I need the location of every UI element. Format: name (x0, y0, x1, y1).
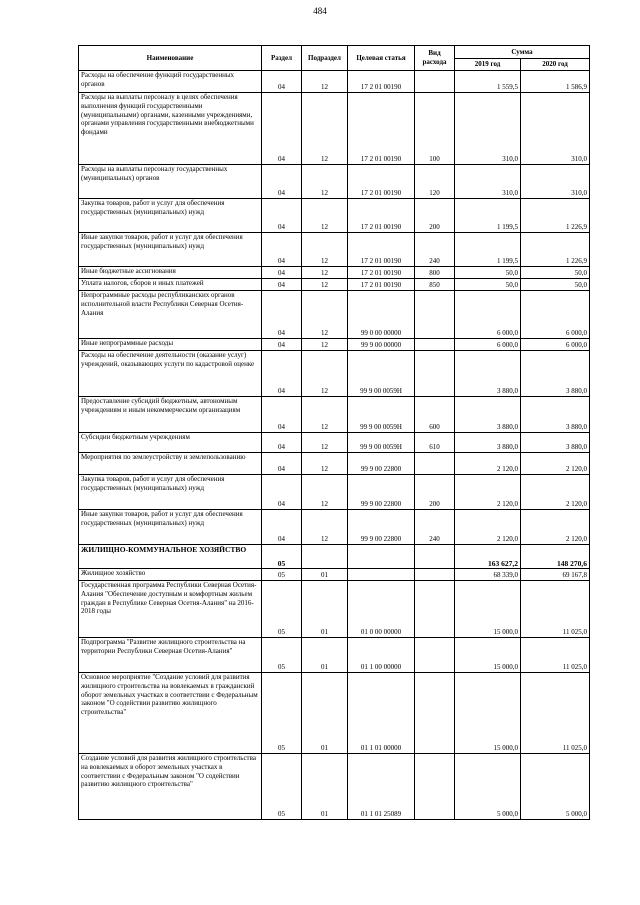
row-article-cell: 99 9 00 22800 (348, 475, 415, 510)
row-article-cell: 17 2 01 00190 (348, 233, 415, 267)
row-expense-cell (415, 638, 455, 673)
row-razdel-cell: 05 (262, 754, 302, 820)
row-podrazdel-cell: 12 (302, 339, 348, 351)
budget-table (78, 45, 590, 820)
row-name-cell: ЖИЛИЩНО-КОММУНАЛЬНОЕ ХОЗЯЙСТВО (79, 545, 262, 569)
row-expense-cell: 200 (415, 475, 455, 510)
row-podrazdel-cell: 01 (302, 569, 348, 581)
row-2020-cell: 2 120,0 (521, 453, 590, 475)
row-podrazdel-cell: 12 (302, 453, 348, 475)
row-article-cell: 99 9 00 0059Н (348, 397, 415, 433)
row-podrazdel-cell: 01 (302, 673, 348, 754)
row-expense-cell (415, 569, 455, 581)
row-name-cell: Иные бюджетные ассигнования (79, 267, 262, 279)
row-razdel-cell: 04 (262, 267, 302, 279)
row-razdel-cell: 04 (262, 279, 302, 291)
row-article-cell (348, 569, 415, 581)
row-expense-cell (415, 545, 455, 569)
row-article-cell: 99 9 00 0059Н (348, 433, 415, 453)
row-2020-cell: 69 167,8 (521, 569, 590, 581)
table-row (79, 397, 590, 433)
row-razdel-cell: 05 (262, 581, 302, 638)
row-2019-cell: 3 880,0 (455, 351, 521, 397)
row-razdel-cell: 04 (262, 351, 302, 397)
page-number: 484 (313, 6, 327, 16)
table-row (79, 569, 590, 581)
row-name-cell: Расходы на выплаты персоналу государственных (муниципальных) органов (79, 165, 262, 199)
row-podrazdel-cell (302, 545, 348, 569)
row-2020-cell: 5 000,0 (521, 754, 590, 820)
table-row (79, 433, 590, 453)
row-podrazdel-cell: 12 (302, 351, 348, 397)
row-name-cell: Расходы на обеспечение функций государственных органов (79, 71, 262, 93)
row-2019-cell: 163 627,2 (455, 545, 521, 569)
row-2019-cell: 50,0 (455, 267, 521, 279)
header-expense-type: Вид расхода (415, 46, 455, 71)
header-razdel: Раздел (262, 46, 302, 71)
row-razdel-cell: 04 (262, 453, 302, 475)
row-expense-cell (415, 673, 455, 754)
row-expense-cell (415, 453, 455, 475)
row-expense-cell (415, 291, 455, 339)
row-2019-cell: 5 000,0 (455, 754, 521, 820)
row-razdel-cell: 05 (262, 545, 302, 569)
row-name-cell: Создание условий для развития жилищного строительства на вовлекаемых в оборот земельных участках в соответствии с Федеральным законом "О содействии развитию жилищного строительства" (79, 754, 262, 820)
table-row (79, 638, 590, 673)
row-razdel-cell: 04 (262, 233, 302, 267)
row-razdel-cell: 04 (262, 475, 302, 510)
row-name-cell: Иные закупки товаров, работ и услуг для обеспечения государственных (муниципальных) нужд (79, 510, 262, 545)
row-article-cell: 99 9 00 0059Н (348, 351, 415, 397)
table-row (79, 291, 590, 339)
row-article-cell: 99 9 00 22800 (348, 510, 415, 545)
row-razdel-cell: 04 (262, 93, 302, 165)
row-2020-cell: 6 000,0 (521, 291, 590, 339)
row-2020-cell: 6 000,0 (521, 339, 590, 351)
row-2019-cell: 15 000,0 (455, 638, 521, 673)
row-2020-cell: 50,0 (521, 279, 590, 291)
table-row (79, 93, 590, 165)
row-expense-cell: 200 (415, 199, 455, 233)
row-2019-cell: 6 000,0 (455, 291, 521, 339)
row-name-cell: Подпрограмма "Развитие жилищного строительства на территории Республики Северная Осетия-Алания" (79, 638, 262, 673)
row-article-cell: 01 1 01 00000 (348, 673, 415, 754)
table-row (79, 165, 590, 199)
table-row (79, 453, 590, 475)
row-expense-cell: 600 (415, 397, 455, 433)
row-name-cell: Расходы на обеспечение деятельности (оказание услуг) учреждений, оказывающих услуги по кадастровой оценке (79, 351, 262, 397)
row-article-cell: 99 0 00 00000 (348, 291, 415, 339)
row-article-cell: 01 0 00 00000 (348, 581, 415, 638)
row-razdel-cell: 04 (262, 433, 302, 453)
row-2020-cell: 3 880,0 (521, 351, 590, 397)
row-podrazdel-cell: 12 (302, 199, 348, 233)
row-2020-cell: 148 270,6 (521, 545, 590, 569)
row-expense-cell: 610 (415, 433, 455, 453)
table-row (79, 339, 590, 351)
row-podrazdel-cell: 12 (302, 267, 348, 279)
row-razdel-cell: 04 (262, 397, 302, 433)
row-2019-cell: 2 120,0 (455, 453, 521, 475)
row-2019-cell: 68 339,0 (455, 569, 521, 581)
row-podrazdel-cell: 12 (302, 510, 348, 545)
row-podrazdel-cell: 12 (302, 233, 348, 267)
row-2020-cell: 3 880,0 (521, 397, 590, 433)
header-name: Наименование (79, 46, 262, 71)
row-2020-cell: 11 025,0 (521, 581, 590, 638)
header-sum: Сумма (455, 46, 590, 59)
row-article-cell: 17 2 01 00190 (348, 165, 415, 199)
table-row (79, 199, 590, 233)
table-row (79, 351, 590, 397)
table-row (79, 581, 590, 638)
row-podrazdel-cell: 12 (302, 279, 348, 291)
row-name-cell: Основное мероприятие "Создание условий для развития жилищного строительства на вовлекаемых в гражданский оборот земельных участках в соответствии с Федеральным законом "О содействии развитию жилищного строительства" (79, 673, 262, 754)
row-razdel-cell: 04 (262, 339, 302, 351)
row-2019-cell: 3 880,0 (455, 433, 521, 453)
row-razdel-cell: 05 (262, 569, 302, 581)
row-article-cell: 17 2 01 00190 (348, 93, 415, 165)
row-article-cell: 17 2 01 00190 (348, 279, 415, 291)
row-name-cell: Государственная программа Республики Северная Осетия-Алания "Обеспечение доступным и комфортным жильем граждан в Республике Северная Осетия-Алания" на 2016-2018 годы (79, 581, 262, 638)
row-name-cell: Жилищное хозяйство (79, 569, 262, 581)
row-expense-cell (415, 351, 455, 397)
row-2019-cell: 310,0 (455, 93, 521, 165)
row-expense-cell (415, 754, 455, 820)
row-article-cell (348, 545, 415, 569)
table-row (79, 673, 590, 754)
row-2019-cell: 15 000,0 (455, 581, 521, 638)
row-podrazdel-cell: 12 (302, 71, 348, 93)
row-name-cell: Субсидии бюджетным учреждениям (79, 433, 262, 453)
row-article-cell: 17 2 01 00190 (348, 199, 415, 233)
row-2019-cell: 1 199,5 (455, 199, 521, 233)
row-expense-cell: 100 (415, 93, 455, 165)
row-podrazdel-cell: 12 (302, 165, 348, 199)
row-expense-cell: 240 (415, 510, 455, 545)
row-expense-cell: 850 (415, 279, 455, 291)
row-razdel-cell: 04 (262, 291, 302, 339)
row-expense-cell: 240 (415, 233, 455, 267)
row-expense-cell: 800 (415, 267, 455, 279)
table-row (79, 545, 590, 569)
header-podrazdel: Подраздел (302, 46, 348, 71)
row-name-cell: Иные закупки товаров, работ и услуг для обеспечения государственных (муниципальных) нужд (79, 233, 262, 267)
table-row (79, 279, 590, 291)
row-article-cell: 01 1 00 00000 (348, 638, 415, 673)
row-razdel-cell: 05 (262, 638, 302, 673)
row-2020-cell: 50,0 (521, 267, 590, 279)
row-name-cell: Иные непрограммные расходы (79, 339, 262, 351)
table-row (79, 475, 590, 510)
row-podrazdel-cell: 12 (302, 397, 348, 433)
row-podrazdel-cell: 01 (302, 581, 348, 638)
table-row (79, 510, 590, 545)
table-row (79, 267, 590, 279)
row-2020-cell: 2 120,0 (521, 475, 590, 510)
row-2020-cell: 3 880,0 (521, 433, 590, 453)
row-2020-cell: 2 120,0 (521, 510, 590, 545)
row-2020-cell: 310,0 (521, 165, 590, 199)
row-expense-cell (415, 71, 455, 93)
row-2019-cell: 2 120,0 (455, 510, 521, 545)
row-2020-cell: 1 226,9 (521, 199, 590, 233)
row-name-cell: Закупка товаров, работ и услуг для обеспечения государственных (муниципальных) нужд (79, 199, 262, 233)
table-row (79, 754, 590, 820)
row-article-cell: 17 2 01 00190 (348, 71, 415, 93)
row-2019-cell: 2 120,0 (455, 475, 521, 510)
row-expense-cell (415, 339, 455, 351)
row-podrazdel-cell: 12 (302, 291, 348, 339)
table-row (79, 71, 590, 93)
row-2019-cell: 3 880,0 (455, 397, 521, 433)
row-2020-cell: 1 226,9 (521, 233, 590, 267)
row-2019-cell: 1 199,5 (455, 233, 521, 267)
row-expense-cell (415, 581, 455, 638)
table-body (79, 71, 590, 820)
table-row (79, 233, 590, 267)
header-article: Целевая статья (348, 46, 415, 71)
row-name-cell: Предоставление субсидий бюджетным, автономным учреждениям и иным некоммерческим организациям (79, 397, 262, 433)
row-2019-cell: 15 000,0 (455, 673, 521, 754)
row-2020-cell: 310,0 (521, 93, 590, 165)
row-razdel-cell: 04 (262, 71, 302, 93)
row-razdel-cell: 05 (262, 673, 302, 754)
row-name-cell: Закупка товаров, работ и услуг для обеспечения государственных (муниципальных) нужд (79, 475, 262, 510)
row-article-cell: 01 1 01 25089 (348, 754, 415, 820)
row-2020-cell: 11 025,0 (521, 638, 590, 673)
row-expense-cell: 120 (415, 165, 455, 199)
row-2020-cell: 1 586,9 (521, 71, 590, 93)
row-podrazdel-cell: 12 (302, 433, 348, 453)
row-razdel-cell: 04 (262, 165, 302, 199)
row-name-cell: Расходы на выплаты персоналу в целях обеспечения выполнения функций государственными (муниципальными) органами, казенными учреждениями, органами управления государственными внебюджетными фондами (79, 93, 262, 165)
row-name-cell: Уплата налогов, сборов и иных платежей (79, 279, 262, 291)
header-2020: 2020 год (521, 59, 590, 71)
row-razdel-cell: 04 (262, 199, 302, 233)
row-2019-cell: 310,0 (455, 165, 521, 199)
row-podrazdel-cell: 01 (302, 754, 348, 820)
row-2020-cell: 11 025,0 (521, 673, 590, 754)
row-podrazdel-cell: 12 (302, 475, 348, 510)
row-article-cell: 99 9 00 00000 (348, 339, 415, 351)
row-razdel-cell: 04 (262, 510, 302, 545)
row-podrazdel-cell: 12 (302, 93, 348, 165)
row-name-cell: Непрограммные расходы республиканских органов исполнительной власти Республики Северная Осетия-Алания (79, 291, 262, 339)
row-2019-cell: 50,0 (455, 279, 521, 291)
row-podrazdel-cell: 01 (302, 638, 348, 673)
row-name-cell: Мероприятия по землеустройству и землепользованию (79, 453, 262, 475)
header-2019: 2019 год (455, 59, 521, 71)
row-2019-cell: 6 000,0 (455, 339, 521, 351)
row-2019-cell: 1 559,5 (455, 71, 521, 93)
row-article-cell: 99 9 00 22800 (348, 453, 415, 475)
row-article-cell: 17 2 01 00190 (348, 267, 415, 279)
